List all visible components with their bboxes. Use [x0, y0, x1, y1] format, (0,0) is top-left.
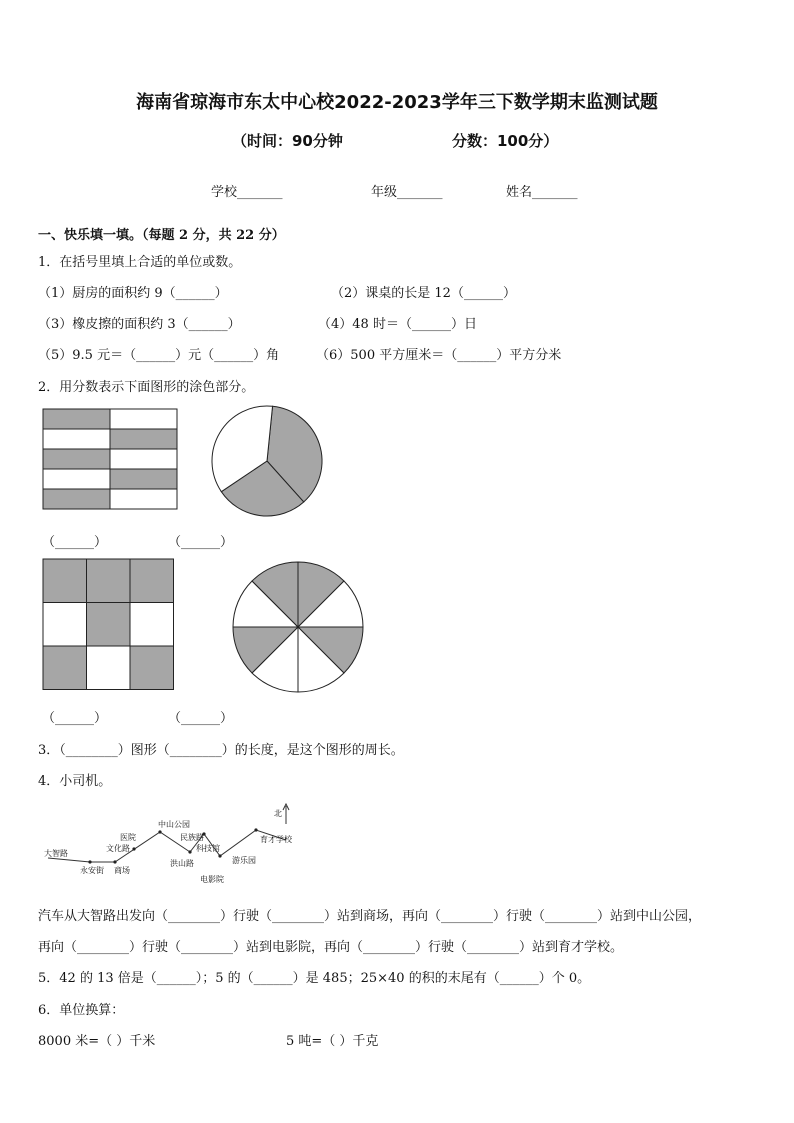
- q2-blank-4: （______）: [168, 711, 234, 726]
- q1-item-5: （5）9.5 元＝（______）元（______）角: [38, 348, 280, 363]
- question-4-stem: 4．小司机。: [38, 774, 112, 789]
- map-yucai: 育才学校: [260, 835, 292, 844]
- q4-line-1: 汽车从大智路出发向（________）行驶（________）站到商场，再向（________）行驶（________）站到中山公园，: [38, 909, 702, 924]
- q1-item-2: （2）课桌的长是 12（______）: [331, 286, 516, 301]
- stop-hongshan: [188, 850, 191, 853]
- question-6-stem: 6．单位换算：: [38, 1003, 125, 1018]
- square-grid-cell: [130, 603, 174, 647]
- map-wenhua: 文化路: [106, 844, 130, 853]
- rect-grid-cell: [110, 409, 177, 429]
- square-grid-cell: [87, 603, 131, 647]
- stop-dianying: [218, 854, 221, 857]
- school-field: 学校_______: [211, 185, 283, 200]
- square-grid-cell: [87, 646, 131, 690]
- map-shangchang: 商场: [114, 866, 130, 875]
- map-keji: 科技馆: [196, 844, 220, 853]
- map-youle: 游乐园: [232, 856, 256, 865]
- square-grid-figure: [42, 558, 176, 692]
- q2-blank-2: （______）: [168, 535, 234, 550]
- exam-score: 分数：100分）: [452, 132, 559, 150]
- question-3-stem: 3．（________）图形（________）的长度，是这个图形的周长。: [38, 743, 404, 758]
- route-map: [40, 800, 310, 890]
- q2-blank-1: （______）: [42, 535, 108, 550]
- q4-line-2: 再向（________）行驶（________）站到电影院，再向（________）行驶（________）站到育才学校。: [38, 940, 624, 955]
- square-grid-cell: [43, 559, 87, 603]
- q6-item-b: 5 吨=（ ）千克: [286, 1034, 379, 1049]
- map-yiyuan: 医院: [120, 833, 136, 842]
- rect-grid-cell: [110, 429, 177, 449]
- rect-grid-cell: [43, 429, 110, 449]
- q1-item-3: （3）橡皮擦的面积约 3（______）: [38, 317, 241, 332]
- map-zhongshan: 中山公园: [158, 820, 190, 829]
- square-grid-cell: [43, 646, 87, 690]
- q6-item-a: 8000 米=（ ）千米: [38, 1034, 156, 1049]
- map-yongan: 永安街: [80, 866, 104, 875]
- exam-time: （时间：90分钟: [232, 132, 343, 150]
- square-grid-cell: [87, 559, 131, 603]
- rect-grid-figure: [42, 408, 182, 513]
- q2-blank-3: （______）: [42, 711, 108, 726]
- map-north: 北: [274, 809, 282, 818]
- square-grid-cell: [130, 646, 174, 690]
- pie-thirds-figure: [210, 404, 324, 518]
- rect-grid-cell: [110, 449, 177, 469]
- rect-grid-cell: [110, 469, 177, 489]
- rect-grid-cell: [43, 469, 110, 489]
- map-dianying: 电影院: [200, 875, 224, 884]
- stop-wenhua: [132, 847, 135, 850]
- grade-field: 年级_______: [371, 185, 443, 200]
- q1-item-6: （6）500 平方厘米＝（______）平方分米: [316, 348, 562, 363]
- question-2-stem: 2．用分数表示下面图形的涂色部分。: [38, 380, 255, 395]
- rect-grid-cell: [110, 489, 177, 509]
- square-grid-cell: [43, 603, 87, 647]
- map-minzu: 民族路: [180, 833, 204, 842]
- question-5-stem: 5．42 的 13 倍是（______）；5 的（______）是 485；25×40 的积的末尾有（______）个 0。: [38, 971, 591, 986]
- page-title: 海南省琼海市东太中心校2022-2023学年三下数学期末监测试题: [136, 92, 658, 113]
- q1-item-1: （1）厨房的面积约 9（______）: [38, 286, 228, 301]
- name-field: 姓名_______: [506, 185, 578, 200]
- stop-zhongshan: [158, 830, 161, 833]
- stop-shangchang: [113, 860, 116, 863]
- pie-eighths-figure: [231, 560, 365, 694]
- rect-grid-cell: [43, 449, 110, 469]
- map-dazhi: 大智路: [44, 849, 68, 858]
- question-1-stem: 1．在括号里填上合适的单位或数。: [38, 255, 242, 270]
- rect-grid-cell: [43, 409, 110, 429]
- stop-yongan: [88, 860, 91, 863]
- section-heading: 一、快乐填一填。（每题 2 分，共 22 分）: [38, 228, 285, 243]
- stop-youle: [254, 828, 257, 831]
- rect-grid-cell: [43, 489, 110, 509]
- square-grid-cell: [130, 559, 174, 603]
- map-hongshan: 洪山路: [170, 859, 194, 868]
- q1-item-4: （4）48 时＝（______）日: [318, 317, 477, 332]
